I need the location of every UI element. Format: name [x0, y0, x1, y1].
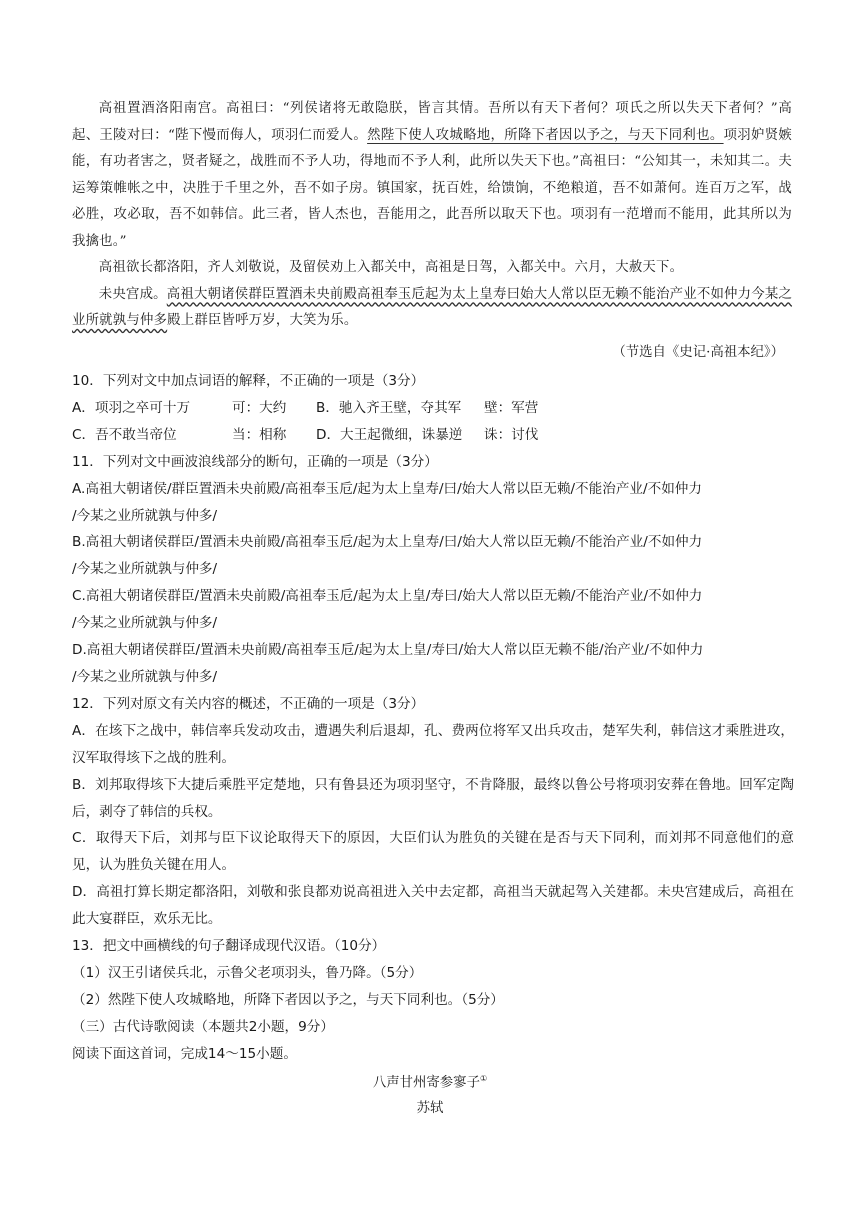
passage-paragraph-2: 高祖欲长都洛阳，齐人刘敬说，及留侯劝上入都关中，高祖是日驾，入都关中。六月，大赦天下。 — [98, 260, 684, 275]
question-11-stem: 11．下列对文中画波浪线部分的断句，正确的一项是（3分） — [72, 453, 438, 470]
question-list — [72, 368, 794, 1068]
passage-p1-text: 高祖置酒洛阳南宫。高祖曰：“列侯诸将无敢隐朕，皆言其情。吾所以有天下者何？项氏之所以失天下者何？”高起、王陵对曰：“陛下慢而侮人，项羽仁而爱人。 — [72, 101, 792, 143]
option-a-line-2: /今某之业所就孰与仲多/ — [72, 507, 218, 524]
section-intro: 阅读下面这首词，完成14～15小题。 — [72, 1045, 297, 1062]
passage-p1-text-rest: 项羽妒贤嫉能，有功者害之，贤者疑之，战胜而不予人功，得地而不予人利，此所以失天下也。”高祖曰：“公知其一，未知其二。夫运筹策帷帐之中，决胜于千里之外，吾不如子房。镇国家，抚百姓，给馈饷，不绝粮道，吾不如萧何。连百万之军，战必胜，攻必取，吾不如韩信。此三者，皆人杰也，吾能用之，此吾所以取天下也。项羽有一范增而不能用，此其所以为我擒也。” — [72, 127, 793, 249]
option-b: B．刘邦取得垓下大捷后乘胜平定楚地，只有鲁县还为项羽坚守，不肯降服，最终以鲁公号将项羽安葬在鲁地。回军定陶后，剥夺了韩信的兵权。 — [72, 776, 794, 820]
wavy-underlined-text: 高祖大朝诸侯群臣置酒未央前殿高祖奉玉卮起为太上皇寿曰始大人常以臣无赖不能治产业不如仲力今某之业所就孰与仲多 — [72, 286, 793, 328]
footnote-marker: ① — [479, 1074, 488, 1083]
classical-passage — [72, 96, 792, 335]
option-c-gloss: 当：相称 — [232, 426, 287, 443]
question-12-stem: 12．下列对原文有关内容的概述，不正确的一项是（3分） — [72, 695, 425, 712]
poem-author: 苏轼 — [416, 1101, 444, 1116]
question-10-options-row-2 — [72, 422, 794, 449]
passage-paragraph-1 — [72, 96, 792, 255]
section-heading: （三）古代诗歌阅读（本题共2小题，9分） — [72, 1018, 334, 1035]
option-b-gloss: 壁：军营 — [484, 399, 539, 416]
passage-p3-text: 未央宫成。 — [98, 286, 167, 302]
passage-p3-text-rest: 殿上群臣皆呼万岁，大笑为乐。 — [167, 313, 358, 328]
translation-sentence-2: （2）然陛下使人攻城略地，所降下者因以予之，与天下同利也。（5分） — [72, 991, 504, 1008]
option-d-line-2: /今某之业所就孰与仲多/ — [72, 668, 218, 685]
option-a-line-1: A.高祖大朝诸侯/群臣置酒未央前殿/高祖奉玉卮/起为太上皇寿/曰/始大人常以臣无赖/不能治产业/不如仲力 — [72, 480, 702, 497]
underlined-sentence: 然陛下使人攻城略地，所降下者因以予之，与天下同利也。 — [367, 127, 724, 143]
option-d-line-1: D.高祖大朝诸侯群臣/置酒未央前殿/高祖奉玉卮/起为太上皇/寿曰/始大人常以臣无赖不能/治产业/不如仲力 — [72, 642, 704, 659]
option-b-line-2: /今某之业所就孰与仲多/ — [72, 561, 218, 578]
passage-source: （节选自《史记·高祖本纪》） — [612, 345, 784, 360]
option-c: C．取得天下后，刘邦与臣下议论取得天下的原因，大臣们认为胜负的关键在是否与天下同利，而刘邦不同意他们的意见，认为胜负关键在用人。 — [72, 830, 794, 874]
question-10-stem: 10．下列对文中加点词语的解释，不正确的一项是（3分） — [72, 373, 425, 389]
option-b: B．驰入齐王壁，夺其军 — [316, 399, 462, 416]
passage-paragraph-3 — [72, 282, 792, 335]
poem-title — [0, 1068, 860, 1094]
question-13-stem: 13．把文中画横线的句子翻译成现代汉语。（10分） — [72, 938, 386, 955]
option-a-gloss: 可：大约 — [232, 399, 287, 416]
option-c-line-2: /今某之业所就孰与仲多/ — [72, 615, 218, 632]
poem-title-text: 八声甘州寄参寥子 — [372, 1075, 480, 1091]
option-b-line-1: B.高祖大朝诸侯群臣/置酒未央前殿/高祖奉玉卮/起为太上皇寿/曰/始大人常以臣无赖/不能治产业/不如仲力 — [72, 534, 703, 551]
option-d: D．高祖打算长期定都洛阳，刘敬和张良都劝说高祖进入关中去定都，高祖当天就起驾入关建都。未央宫建成后，高祖在此大宴群臣，欢乐无比。 — [72, 884, 794, 928]
option-d-gloss: 诛：讨伐 — [484, 426, 539, 443]
translation-sentence-1: （1）汉王引诸侯兵北，示鲁父老项羽头，鲁乃降。（5分） — [72, 964, 423, 981]
option-a: A．在垓下之战中，韩信率兵发动攻击，遭遇失利后退却，孔、费两位将军又出兵攻击，楚军失利，韩信这才乘胜进攻，汉军取得垓下之战的胜利。 — [72, 722, 794, 766]
option-c: C．吾不敢当帝位 — [72, 426, 177, 443]
question-10-options-row-1 — [72, 395, 794, 422]
option-c-line-1: C.高祖大朝诸侯群臣/置酒未央前殿/高祖奉玉卮/起为太上皇/寿曰/始大人常以臣无赖/不能治产业/不如仲力 — [72, 588, 703, 605]
option-d: D．大王起微细，诛暴逆 — [316, 426, 463, 443]
option-a: A．项羽之卒可十万 — [72, 399, 191, 416]
